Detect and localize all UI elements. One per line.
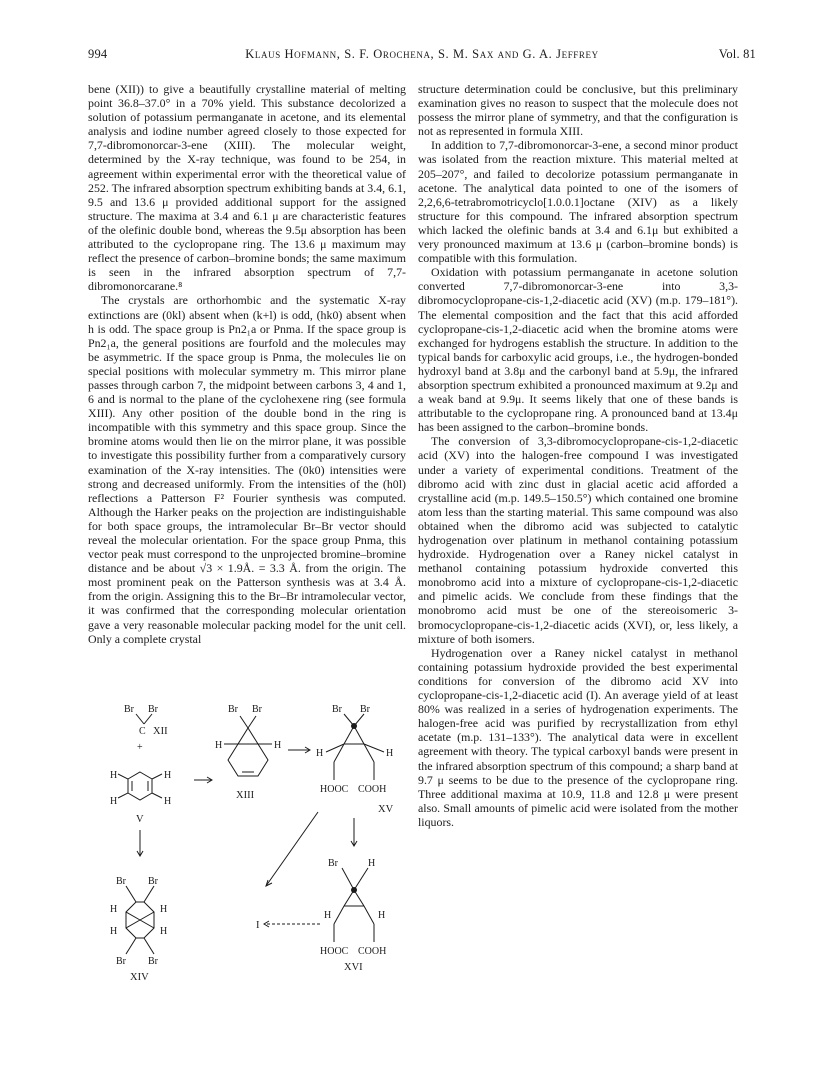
scheme-h-v2: H xyxy=(110,796,118,807)
scheme-hooc-xv: HOOC xyxy=(320,784,349,795)
reaction-scheme-drawing xyxy=(88,700,406,990)
right-paragraph-2: In addition to 7,7-dibromonorcar-3-ene, a second minor product was isolated from the reaction mixture. This material melted at 205–207°, and failed to decolorize potassium permanganate in acetone. The analytical data pointed to one of the isomers of 2,2,6,6-tetrabromotricyclo[1.0.0.1]octane (XIV) as a likely structure for this compound. The infrared absorption spectrum which lacked the olefinic bands at 3.4 and 6.1μ but exhibited a very pronounced maximum at 13.6 μ (carbon–bromine bonds) is compatible with this formulation. xyxy=(418,138,738,266)
label-xvi: XVI xyxy=(344,962,363,973)
scheme-br-xii-right: Br xyxy=(148,704,158,715)
left-paragraph-1: bene (XII)) to give a beautifully crystalline material of melting point 36.8–37.0° in a 70% yield. This substance decolorized a solution of potassium permanganate in acetone, and its elemental analysis and iodine number agreed closely to those expected for 7,7-dibromonorcar-3-ene (XIII). The molecular weight, determined by the X-ray technique, was found to be 254, in agreement within experimental error with the theoretical value of 252. The infrared absorption spectrum exhibiting bands at 3.4, 6.1, 9.5 and 13.6 μ provided additional support for the assigned structure. The maxima at 3.4 and 6.1 μ are characteristic features of the olefinic double bond, whereas the 9.5μ absorption has been attributed to the cyclopropane ring. The 13.6 μ maximum may reflect the presence of carbon–bromine bonds; the same maximum is seen in the infrared absorption spectrum of 7,7-dibromonorcarane.⁸ xyxy=(88,82,406,294)
scheme-br-xv-right: Br xyxy=(360,704,370,715)
scheme-carbene-c: C xyxy=(139,726,146,737)
scheme-h-xvi-left: H xyxy=(324,910,332,921)
scheme-h-v4: H xyxy=(164,796,172,807)
scheme-hooc-xvi: HOOC xyxy=(320,946,349,957)
scheme-br-xiv-4: Br xyxy=(148,956,158,967)
scheme-br-xiii-left: Br xyxy=(228,704,238,715)
right-paragraph-4: The conversion of 3,3-dibromocyclopropane-cis-1,2-diacetic acid (XV) into the halogen-free compound I was investigated under a variety of experimental conditions. Treatment of the dibromo acid with zinc dust in glacial acetic acid afforded a crystalline acid (m.p. 149.5–150.5°) which contained one bromine atom less than the starting material. This same compound was also obtained when the dibromo acid was subjected to catalytic hydrogenation over platinum in methanol containing potassium hydroxide. Hydrogenation over a Raney nickel catalyst in methanol containing potassium hydroxide converted this monobromo acid into a mixture of cyclopropane-cis-1,2-diacetic and pimelic acids. We conclude from these findings that the monobromo acid must be one of the stereoisomeric 3-bromocyclopropane-cis-1,2-diacetic acids (XVI), or, less likely, a mixture of both isomers. xyxy=(418,434,738,646)
left-column xyxy=(88,82,406,646)
volume-number: Vol. 81 xyxy=(718,47,756,61)
scheme-h-xvi-right: H xyxy=(378,910,386,921)
scheme-h-v1: H xyxy=(110,770,118,781)
scheme-br-xii-left: Br xyxy=(124,704,134,715)
scheme-br-xvi: Br xyxy=(328,858,338,869)
reaction-scheme xyxy=(88,700,406,990)
scheme-labels xyxy=(110,704,394,983)
label-i: I xyxy=(256,920,260,931)
scheme-cooh-xv: COOH xyxy=(358,784,387,795)
scheme-br-xv-left: Br xyxy=(332,704,342,715)
running-header xyxy=(88,47,756,67)
scheme-br-xiii-right: Br xyxy=(252,704,262,715)
scheme-br-xiv-1: Br xyxy=(116,876,126,887)
scheme-cooh-xvi: COOH xyxy=(358,946,387,957)
page-number: 994 xyxy=(88,47,108,61)
scheme-plus: + xyxy=(137,742,143,753)
label-xiii: XIII xyxy=(236,790,255,801)
scheme-h-xiii-right: H xyxy=(274,740,282,751)
right-column xyxy=(418,82,738,829)
label-xv: XV xyxy=(378,804,394,815)
scheme-h-xiv-2: H xyxy=(160,904,168,915)
scheme-h-xv-left: H xyxy=(316,748,324,759)
scheme-br-xiv-3: Br xyxy=(116,956,126,967)
scheme-h-xv-right: H xyxy=(386,748,394,759)
scheme-h-xiii-left: H xyxy=(215,740,223,751)
scheme-h-xvi-top: H xyxy=(368,858,376,869)
scheme-br-xiv-2: Br xyxy=(148,876,158,887)
right-paragraph-5: Hydrogenation over a Raney nickel catalyst in methanol containing potassium hydroxide provided the best experimental conditions for conversion of the dibromo acid XV into cyclopropane-cis-1,2-diacetic acid (I). An average yield of at least 80% was realized in a series of hydrogenation experiments. The halogen-free acid was purified by recrystallization from ethyl acetate (m.p. 131–133°). The analytical data were in excellent agreement with theory. The typical carboxyl bands were present in the infrared absorption spectrum of this compound; a sharp band at 9.7 μ seems to be due to the presence of the cyclopropane ring. Three additional maxima at 10.9, 11.8 and 12.8 μ were present also. Small amounts of pimelic acid were isolated from the mother liquors. xyxy=(418,645,738,829)
scheme-h-xiv-4: H xyxy=(160,926,168,937)
scheme-h-xiv-1: H xyxy=(110,904,118,915)
label-xiv: XIV xyxy=(130,972,149,983)
right-paragraph-1: structure determination could be conclusive, but this preliminary examination gives no reason to suspect that the molecule does not possess the mirror plane of symmetry, and that the configuration is not as represented in formula XIII. xyxy=(418,82,738,139)
label-v: V xyxy=(136,814,144,825)
scheme-h-v3: H xyxy=(164,770,172,781)
right-paragraph-3: Oxidation with potassium permanganate in acetone solution converted 7,7-dibromonorcar-3-ene into 3,3-dibromocyclopropane-cis-1,2-diacetic acid (XV) (m.p. 179–181°). The elemental composition and the fact that this acid afforded cyclopropane-cis-1,2-diacetic acid when the bromine atoms were exchanged for hydrogens establish the structure. In addition to the typical bands for carboxylic acid groups, i.e., the hydrogen-bonded hydroxyl band at 3.8μ and the carbonyl band at 5.9μ, the infrared absorption spectrum exhibited a pronounced maximum at 9.2μ and a weak band at 9.9μ. It seems likely that one of these bands is attributable to the cyclopropane ring. A pronounced band at 13.4μ has been assigned to the carbon–bromine bonds. xyxy=(418,265,738,435)
label-xii: XII xyxy=(153,726,168,737)
left-paragraph-2: The crystals are orthorhombic and the systematic X-ray extinctions are (0kl) absent when (k+l) is odd, (hk0) absent when h is odd. The space group is Pn2₁a or Pnma. If the space group is Pn2₁a, the general positions are fourfold and the molecules may be asymmetric. If the space group is Pnma, the molecules lie on special positions with molecular symmetry m. This mirror plane passes through carbon 7, the midpoint between carbons 3, 4 and 1, 6 and is normal to the plane of the cyclohexene ring (see formula XIII). Any other position of the double bond in the ring is incompatible with this symmetry and this space group. Since the bromine atoms would then lie on the mirror plane, it was possible to investigate this possibility further from a comparatively cursory examination of the X-ray intensities. The (0k0) intensities were strong and decreased uniformly. From the intensities of the (h0l) reflections a Patterson F² Fourier synthesis was computed. Although the Harker peaks on the projection are indistinguishable for both space groups, the intramolecular Br–Br vector should reveal the molecular orientation. For the space group Pnma, this vector peak must correspond to the unprojected bromine–bromine distance and be about √3 × 1.9Å. = 3.3 Å. from the origin. The most prominent peak on the Patterson synthesis was at 3.4 Å. from the origin. Assigning this to the Br–Br intramolecular vector, it was confirmed that the corresponding molecular orientation gave a very reasonable molecular packing model for the unit cell. Only a complete crystal xyxy=(88,293,406,646)
scheme-h-xiv-3: H xyxy=(110,926,118,937)
running-head-authors: Klaus Hofmann, S. F. Orochena, S. M. Sax and G. A. Jeffrey xyxy=(245,47,599,61)
